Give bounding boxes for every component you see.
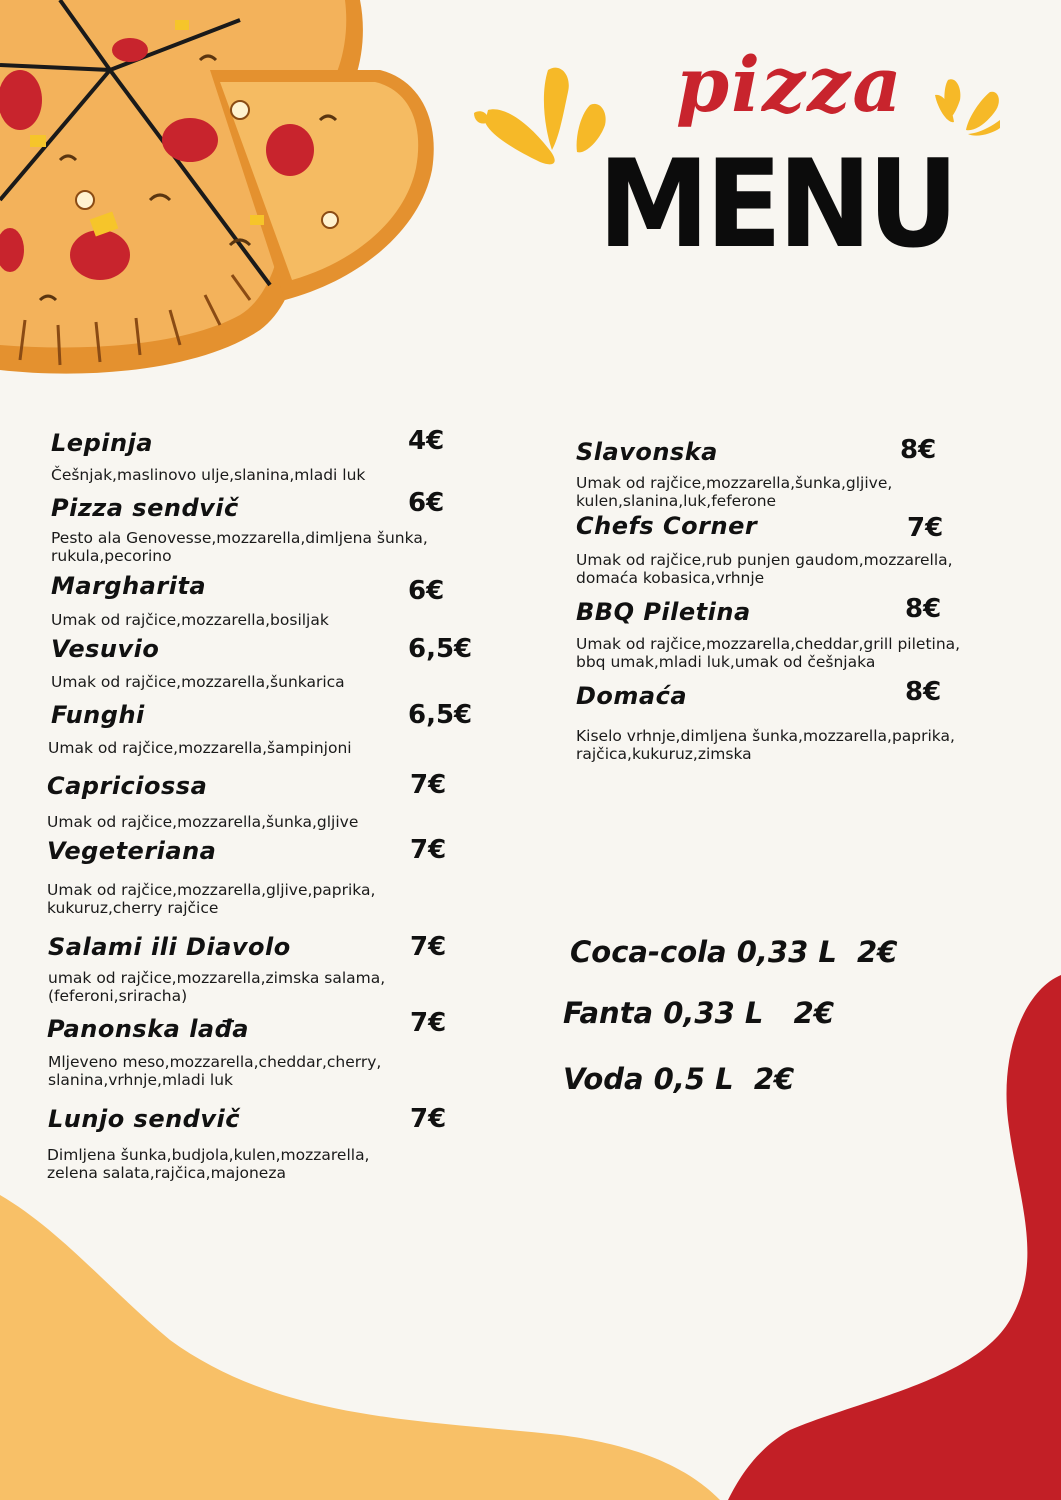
drink-item-fanta: Fanta 0,33 L 2€ <box>563 996 834 1030</box>
drink-item-voda: Voda 0,5 L 2€ <box>563 1062 795 1096</box>
item-name: Funghi <box>51 701 145 729</box>
item-description: Mljeveno meso,mozzarella,cheddar,cherry, slanina,vrhnje,mladi luk <box>48 1053 382 1089</box>
item-description: Umak od rajčice,rub punjen gaudom,mozzarella, domaća kobasica,vrhnje <box>576 551 953 587</box>
item-name: Margharita <box>51 572 207 600</box>
yellow-splash-icon <box>935 79 1000 135</box>
yellow-splash-icon <box>474 68 606 165</box>
item-name: Capriciossa <box>47 772 208 800</box>
item-description: umak od rajčice,mozzarella,zimska salama, (feferoni,sriracha) <box>48 969 386 1005</box>
item-name: Slavonska <box>576 438 718 466</box>
item-price: 7€ <box>410 932 447 962</box>
item-description: Umak od rajčice,mozzarella,gljive,paprika, kukuruz,cherry rajčice <box>47 881 376 917</box>
pizza-slice-illustration <box>0 0 434 374</box>
item-description: Umak od rajčice,mozzarella,šampinjoni <box>48 739 352 757</box>
item-name: Pizza sendvič <box>51 494 239 522</box>
item-description: Kiselo vrhnje,dimljena šunka,mozzarella,paprika, rajčica,kukuruz,zimska <box>576 727 955 763</box>
item-name: Lunjo sendvič <box>48 1105 240 1133</box>
item-description: Umak od rajčice,mozzarella,šunka,gljive, kulen,slanina,luk,feferone <box>576 474 893 510</box>
item-description: Umak od rajčice,mozzarella,cheddar,grill piletina, bbq umak,mladi luk,umak od češnjaka <box>576 635 961 671</box>
item-name: BBQ Piletina <box>576 598 751 626</box>
item-name: Chefs Corner <box>576 512 758 540</box>
item-price: 8€ <box>900 435 937 465</box>
script-title: pizza <box>676 40 904 129</box>
item-price: 6€ <box>408 488 445 518</box>
red-blob-decoration <box>728 975 1061 1500</box>
orange-blob-decoration <box>0 1195 720 1500</box>
item-price: 6,5€ <box>408 700 473 730</box>
item-description: Umak od rajčice,mozzarella,bosiljak <box>51 611 329 629</box>
item-price: 7€ <box>410 1104 447 1134</box>
page-title: MENU <box>598 135 955 276</box>
item-price: 8€ <box>905 677 942 707</box>
item-price: 4€ <box>408 426 445 456</box>
item-name: Salami ili Diavolo <box>48 933 291 961</box>
item-description: Dimljena šunka,budjola,kulen,mozzarella, zelena salata,rajčica,majoneza <box>47 1146 370 1182</box>
item-description: Pesto ala Genovesse,mozzarella,dimljena šunka, rukula,pecorino <box>51 529 428 565</box>
item-name: Panonska lađa <box>47 1015 250 1043</box>
item-price: 6€ <box>408 576 445 606</box>
item-description: Umak od rajčice,mozzarella,šunka,gljive <box>47 813 359 831</box>
item-price: 7€ <box>410 770 447 800</box>
item-name: Vesuvio <box>51 635 160 663</box>
item-description: Umak od rajčice,mozzarella,šunkarica <box>51 673 345 691</box>
item-name: Lepinja <box>51 429 153 457</box>
item-description: Češnjak,maslinovo ulje,slanina,mladi luk <box>51 466 366 484</box>
item-name: Vegeteriana <box>47 837 217 865</box>
item-price: 6,5€ <box>408 634 473 664</box>
item-price: 7€ <box>410 1008 447 1038</box>
drink-item-coca-cola: Coca-cola 0,33 L 2€ <box>570 935 898 969</box>
item-price: 7€ <box>907 513 944 543</box>
item-price: 8€ <box>905 594 942 624</box>
item-price: 7€ <box>410 835 447 865</box>
item-name: Domaća <box>576 682 688 710</box>
